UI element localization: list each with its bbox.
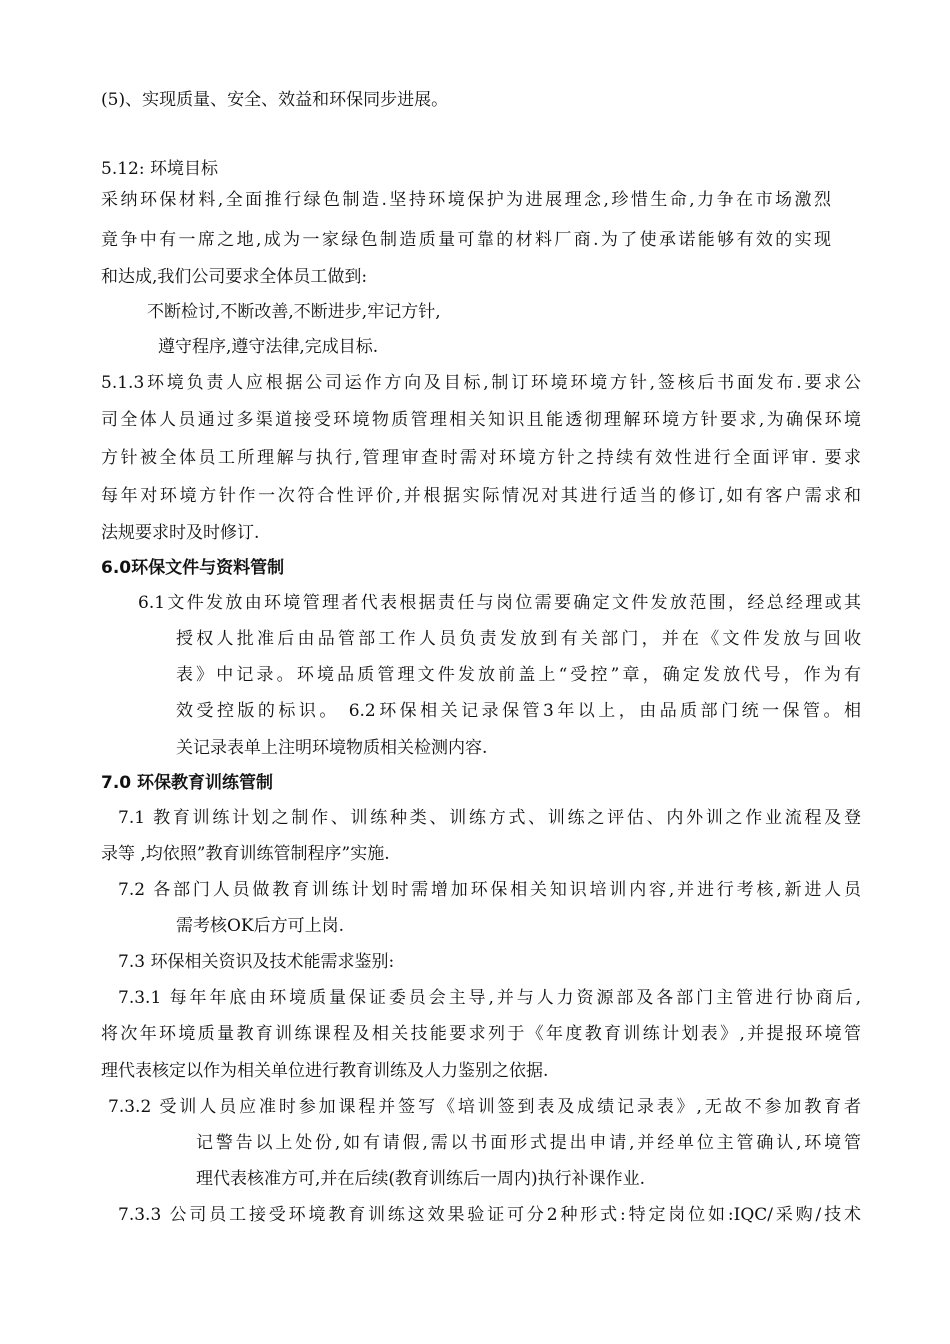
text-line: 理代表核定以作为相关单位进行教育训练及人力鉴别之依据. (101, 1061, 549, 1081)
text-line: 不断检讨,不断改善,不断进步,牢记方针, (147, 302, 441, 322)
text-line: 关记录表单上注明环境物质相关检测内容. (176, 738, 488, 758)
text-line: 理代表核准方可,并在后续(教育训练后一周内)执行补课作业. (196, 1169, 646, 1189)
text-line: 7.3.2 受训人员应准时参加课程并签写《培训签到表及成绩记录表》,无故不参加教育者 (108, 1097, 861, 1117)
text-line: 5.1.3环境负责人应根据公司运作方向及目标,制订环境环境方针,签核后书面发布.要求公 (101, 373, 861, 393)
text-line: 6.1文件发放由环境管理者代表根据责任与岗位需要确定文件发放范围，经总经理或其 (138, 593, 861, 613)
text-line: 7.3.3 公司员工接受环境教育训练这效果验证可分2种形式:特定岗位如:IQC/采购/技术 (118, 1205, 861, 1225)
text-line: 记警告以上处份,如有请假,需以书面形式提出申请,并经单位主管确认,环境管 (196, 1133, 861, 1153)
text-line: 录等 ,均依照”教育训练管制程序”实施. (101, 844, 390, 864)
text-line: 7.1 教育训练计划之制作、训练种类、训练方式、训练之评估、内外训之作业流程及登 (118, 808, 861, 828)
text-line: 每年对环境方针作一次符合性评价,并根据实际情况对其进行适当的修订,如有客户需求和 (101, 486, 861, 506)
text-line: 和达成,我们公司要求全体员工做到: (101, 267, 368, 287)
text-line: 表》中记录。环境品质管理文件发放前盖上“受控”章，确定发放代号，作为有 (176, 665, 861, 685)
section-heading: 6.0环保文件与资料管制 (101, 558, 285, 578)
section-heading: 7.0 环保教育训练管制 (101, 773, 274, 793)
text-line: 方针被全体员工所理解与执行,管理审查时需对环境方针之持续有效性进行全面评审. 要求 (101, 448, 861, 468)
text-line: 需考核OK后方可上岗. (176, 916, 345, 936)
text-line: (5)、实现质量、安全、效益和环保同步进展。 (101, 90, 449, 110)
text-line: 将次年环境质量教育训练课程及相关技能要求列于《年度教育训练计划表》,并提报环境管 (101, 1024, 861, 1044)
text-line: 7.2 各部门人员做教育训练计划时需增加环保相关知识培训内容,并进行考核,新进人员 (118, 880, 861, 900)
text-line: 遵守程序,遵守法律,完成目标. (158, 337, 379, 357)
text-line: 效受控版的标识。 6.2环保相关记录保管3年以上，由品质部门统一保管。相 (176, 701, 861, 721)
text-line: 授权人批准后由品管部工作人员负责发放到有关部门，并在《文件发放与回收 (176, 629, 861, 649)
text-line: 采纳环保材料,全面推行绿色制造.坚持环境保护为进展理念,珍惜生命,力争在市场激烈 (101, 190, 831, 210)
text-line: 法规要求时及时修订. (101, 523, 260, 543)
text-line: 竟争中有一席之地,成为一家绿色制造质量可靠的材料厂商.为了使承诺能够有效的实现 (101, 230, 831, 250)
text-line: 司全体人员通过多渠道接受环境物质管理相关知识且能透彻理解环境方针要求,为确保环境 (101, 410, 861, 430)
text-line: 7.3.1 每年年底由环境质量保证委员会主导,并与人力资源部及各部门主管进行协商后, (118, 988, 861, 1008)
text-line: 7.3 环保相关资识及技术能需求鉴别: (118, 952, 395, 972)
section-heading: 5.12: 环境目标 (101, 159, 218, 179)
